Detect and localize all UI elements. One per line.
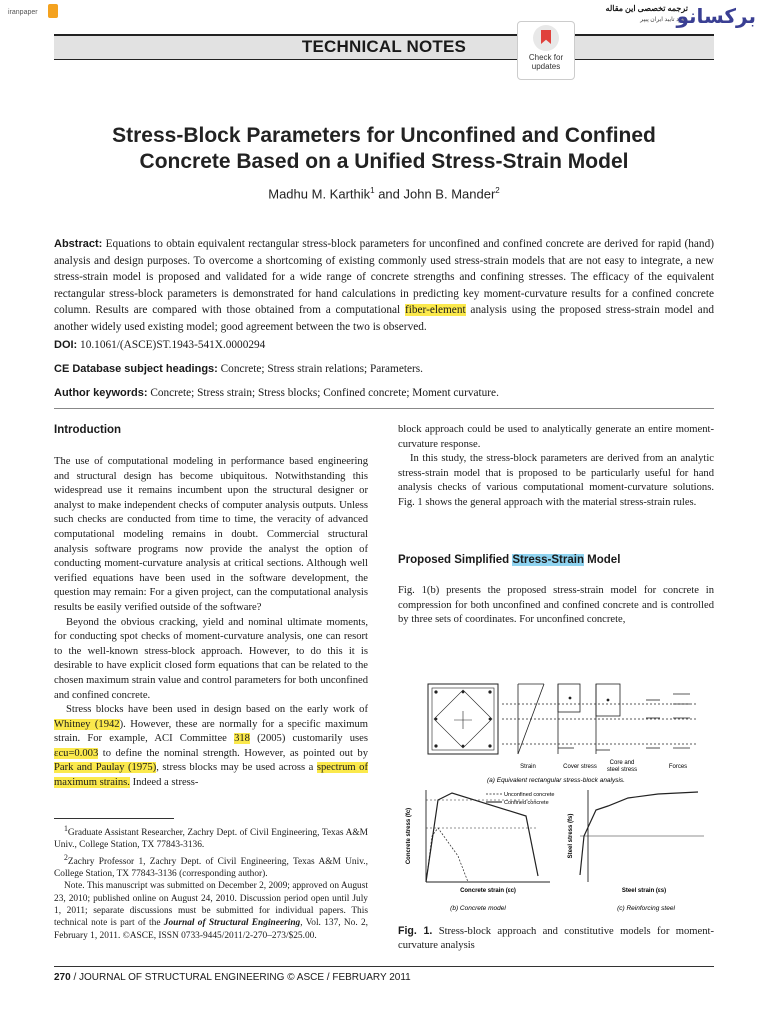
journal-line: / JOURNAL OF STRUCTURAL ENGINEERING © ASCE / FEBRUARY 2011 <box>70 972 411 983</box>
abstract <box>54 236 714 335</box>
translation-brand-logo: برکسانو <box>676 4 756 28</box>
subject-headings-label: CE Database subject headings: <box>54 363 218 375</box>
intro-p3-text-c: (2005) customarily uses <box>249 733 368 745</box>
page-number: 270 <box>54 972 71 983</box>
iranpaper-logo-text: iranpaper <box>8 9 38 16</box>
intro-highlight-park-paulay: Park and Paulay (1975) <box>54 762 157 774</box>
caption-text: Stress-block approach and constitutive models for moment-curvature analysis <box>398 926 714 951</box>
footnote-1-mark: 1 <box>64 824 68 833</box>
page-footer <box>54 972 411 983</box>
footnote-2 <box>54 852 368 881</box>
right-paragraph-3: Fig. 1(b) presents the proposed stress-strain model for concrete in compression for both unconfined and confined concrete and is controlled by three sets of coordinates. For unconfined concrete, <box>398 585 714 626</box>
heading-text-a: Proposed Simplified <box>398 554 513 566</box>
iranpaper-logo[interactable] <box>8 4 58 20</box>
concrete-y-axis-label: Concrete stress (fc) <box>406 807 412 865</box>
translation-banner-line1: ترجمه تخصصی این مقاله <box>605 4 688 13</box>
section-rule-bottom <box>54 59 714 60</box>
authors <box>54 186 714 201</box>
figure-1-graphic <box>398 660 714 916</box>
intro-p3-text-e: , stress blocks may be used across a <box>156 762 317 774</box>
intro-paragraph-1: The use of computational modeling in performance based engineering and structural design has become ubiquitous. Notwithstanding this widespread use it remains incumbent upon the structural designer or analyst to make independent checks of computer analysis outputs. Unless such checks are conducted from time to time, the veracity of advanced computational modeling remains in doubt. Commercial structural analysis software programs now provide the analyst the option of conducting moment-curvature analysis at critical sections. Although well verified equations have been used in the software development, the question may remain: For a given project, can the computational analysis results be easily verified outside of the software? <box>54 456 368 613</box>
steel-x-axis-label: Steel strain (εs) <box>621 888 667 894</box>
translation-banner[interactable] <box>600 0 760 34</box>
intro-p3-text-b: ). However, these are normally for a specific maximum strain. For example, ACI Committee <box>54 718 368 745</box>
title-line-2: Concrete Based on a Unified Stress-Strain Model <box>139 150 629 173</box>
doi <box>54 337 714 354</box>
author-keywords-label: Author keywords: <box>54 387 148 399</box>
author-keywords <box>54 385 714 402</box>
caption-b: (b) Concrete model <box>450 905 506 912</box>
abstract-highlight: fiber-element <box>404 304 466 316</box>
right-paragraph-1: block approach could be used to analytically generate an entire moment-curvature response. <box>398 424 714 450</box>
caption-a: (a) Equivalent rectangular stress-block analysis. <box>486 777 626 784</box>
intro-highlight-318: 318 <box>234 733 250 745</box>
label-core-2: steel stress <box>606 767 638 773</box>
intro-paragraph-2: Beyond the obvious cracking, yield and nominal ultimate moments, for conducting spot checks of moment-curvature analysis, one can resort to the well-known stress-block approach. However, to do this it is desirable to have explicit closed form equations that can be related to the chosen maximum strain value and control parameters for both unconfined and confined concrete. <box>54 616 368 701</box>
subject-headings-value: Concrete; Stress strain relations; Parameters. <box>217 363 423 375</box>
caption-c: (c) Reinforcing steel <box>617 905 675 912</box>
label-strain: Strain <box>520 764 536 770</box>
footnote-rule <box>54 818 174 819</box>
introduction-body <box>54 455 368 791</box>
label-core-1: Core and <box>609 760 635 766</box>
check-for-updates-line1: Check for <box>528 53 564 62</box>
heading-text-b: Model <box>583 554 621 566</box>
concrete-legend <box>486 792 554 806</box>
check-for-updates-button[interactable] <box>517 21 575 80</box>
footnote-1-text: Graduate Assistant Researcher, Zachry Dept. of Civil Engineering, Texas A&M Univ., College Station, TX 77843-3136. <box>54 828 368 851</box>
right-column-body <box>398 423 714 511</box>
cross-section <box>428 684 498 754</box>
force-points <box>569 697 610 702</box>
introduction-heading: Introduction <box>54 424 122 436</box>
steel-y-axis-label: Steel stress (fs) <box>568 813 574 859</box>
intro-highlight-spectrum: spectrum of maximum strains. <box>54 762 368 789</box>
bookmark-icon <box>533 25 559 51</box>
intro-p3-text-a: Stress blocks have been used in design based on the early work of <box>66 704 368 716</box>
section-label: TECHNICAL NOTES <box>301 37 467 56</box>
note-journal: Journal of Structural Engineering <box>163 918 301 929</box>
title-line-1: Stress-Block Parameters for Unconfined and Confined <box>112 124 656 147</box>
legend-unconfined: Unconfined concrete <box>504 792 555 798</box>
author-keywords-value: Concrete; Stress strain; Stress blocks; Confined concrete; Moment curvature. <box>147 387 499 399</box>
abstract-text-1: Equations to obtain equivalent rectangular stress-block parameters for unconfined and confined concrete are derived for rapid (hand) analysis and design purposes. To overcome a shortcoming of existing commonly used stress-strain models that are not easy to integrate, a new stress-strain model is proposed and validated for a wide range of concrete strengths and confining stresses. The efficacy of the equivalent rectangular stress-block parameters is demonstrated for hand calculations in predicting key moment-curvature results for a confined concrete column. Results are compared with those obtained from a computational <box>54 238 714 316</box>
intro-highlight-whitney: Whitney (1942 <box>54 718 120 730</box>
heading-highlight: Stress-Strain <box>512 554 584 566</box>
label-cover-stress: Cover stress <box>563 764 597 770</box>
author-2: John B. Mander <box>403 186 496 202</box>
author-separator: and <box>374 186 404 202</box>
intro-highlight-ecu: εcu=0.003 <box>54 747 99 759</box>
intro-paragraph-3 <box>54 703 368 791</box>
footnote-1 <box>54 823 368 852</box>
concrete-x-axis-label: Concrete strain (εc) <box>460 888 516 894</box>
author-1: Madhu M. Karthik <box>268 186 371 202</box>
figure-1 <box>398 660 714 916</box>
footer-rule <box>54 966 714 967</box>
iranpaper-logo-icon <box>48 4 58 18</box>
caption-label: Fig. 1. <box>398 925 433 937</box>
footnote-2-text: Zachry Professor 1, Zachry Dept. of Civil Engineering, Texas A&M Univ., College Station, TX 77843-3136 (corresponding author). <box>54 856 368 880</box>
author-1-affiliation: 1 <box>370 186 375 195</box>
doi-value[interactable]: 10.1061/(ASCE)ST.1943-541X.0000294 <box>77 339 266 351</box>
abstract-label: Abstract: <box>54 238 103 250</box>
doi-label: DOI: <box>54 339 78 351</box>
label-forces: Forces <box>668 764 688 770</box>
strain-diagram <box>502 684 698 754</box>
intro-p3-text-d: to define the nominal strength. However, as pointed out by <box>98 747 368 759</box>
intro-p3-text-f: Indeed a stress- <box>129 777 199 789</box>
abstract-text-2: analysis using the proposed stress-strain model and another widely used existing model; good agreement between the two is observed. <box>54 304 714 333</box>
paper-title <box>54 123 714 175</box>
check-for-updates-label <box>518 53 574 71</box>
abstract-divider <box>54 408 714 409</box>
translation-banner-line2: مورد تایید ایران پیپر <box>640 17 688 23</box>
note-text-b: , Vol. 137, No. 2, February 1, 2011. ©ASCE, ISSN 0733-9445/2011/2-270–273/$25.00. <box>54 918 368 941</box>
submission-note <box>54 880 368 941</box>
check-for-updates-line2: updates <box>531 62 561 71</box>
right-paragraph-2: In this study, the stress-block parameters are derived from an analytic stress-strain model that is proposed to be particularly useful for hand analysis checks of various computational moment-curvature solutions. Fig. 1 shows the general approach with the material stress-strain rules. <box>398 453 714 508</box>
proposed-model-heading <box>398 554 714 566</box>
author-2-affiliation: 2 <box>495 186 500 195</box>
legend-confined: Confined concrete <box>504 800 549 806</box>
footnotes <box>54 823 368 942</box>
steel-chart <box>580 790 704 882</box>
subject-headings <box>54 361 714 378</box>
note-text-a: Note. This manuscript was submitted on December 2, 2009; approved on August 23, 2010; published online on August 24, 2010. Discussion period open until July 1, 2011; separate discussions must be submitted for individual papers. This technical note is part of the <box>54 881 368 929</box>
proposed-model-body <box>398 584 714 628</box>
footnote-2-mark: 2 <box>64 852 68 862</box>
figure-1-caption <box>398 924 714 953</box>
